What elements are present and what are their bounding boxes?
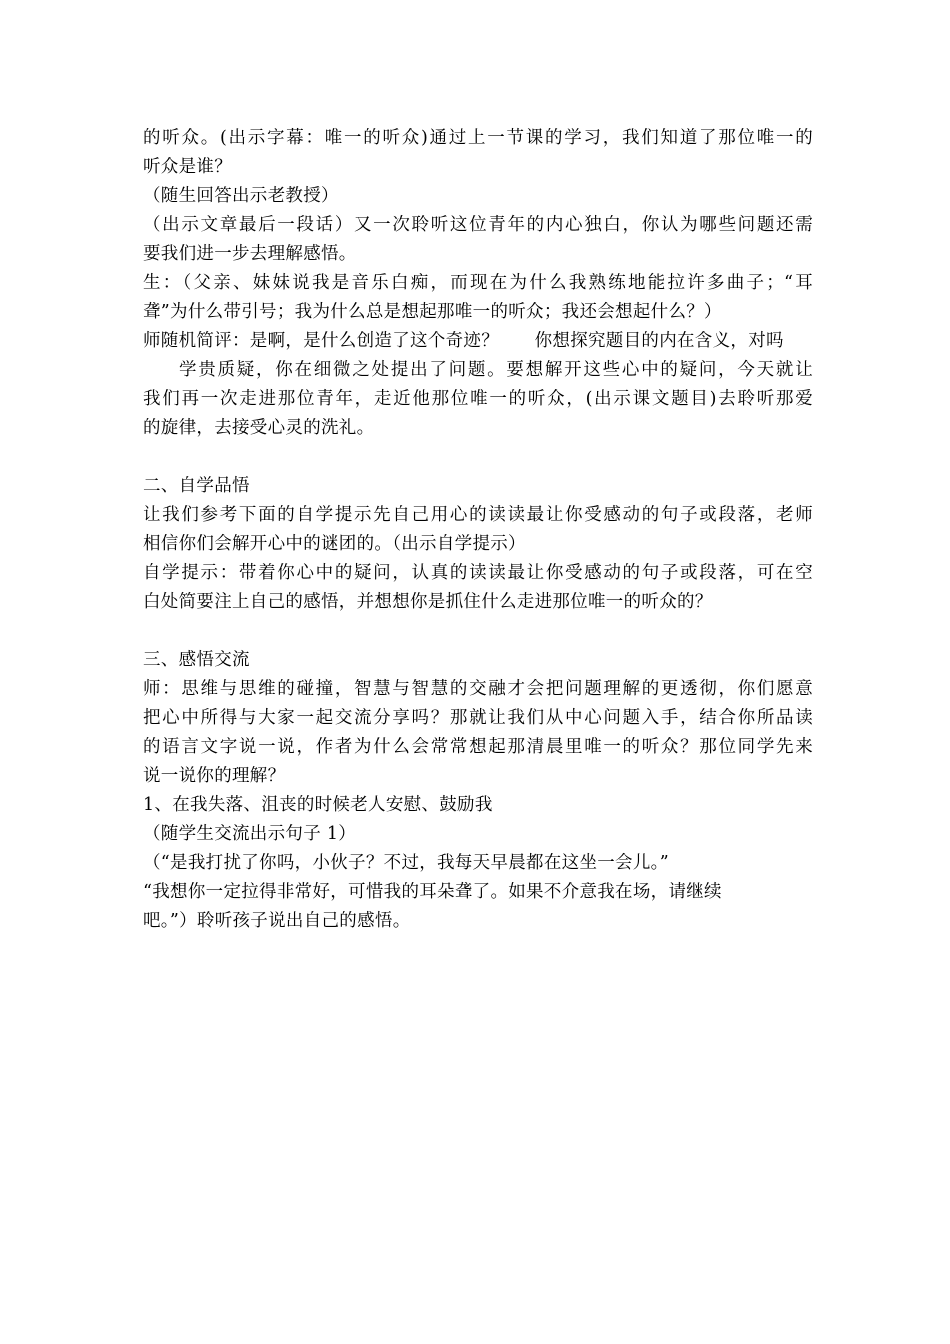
section-heading: 三、感悟交流 [143,650,250,670]
intro-paragraphs [143,124,813,443]
text-line: 听众是谁？ [143,157,232,177]
text-line: 师：思维与思维的碰撞，智慧与智慧的交融才会把问题理解的更透彻，你们愿意 [143,679,813,699]
text-line: 相信你们会解开心中的谜团的。（出示自学提示） [143,534,526,554]
text-line: （出示文章最后一段话）又一次聆听这位青年的内心独白，你认为哪些问题还需 [143,215,813,235]
paragraph-gap [143,443,813,472]
text-line: 的语言文字说一说，作者为什么会常常想起那清晨里唯一的听众？那位同学先来 [143,737,813,757]
text-line: 让我们参考下面的自学提示先自己用心的读读最让你受感动的句子或段落，老师 [143,505,813,525]
text-line: 1、在我失落、沮丧的时候老人安慰、鼓励我 [143,795,493,815]
text-line: 白处简要注上自己的感悟，并想想你是抓住什么走进那位唯一的听众的？ [143,592,713,612]
text-line: 要我们进一步去理解感悟。 [143,244,357,264]
text-line: （随学生交流出示句子 1） [143,824,357,844]
section-exchange [143,646,813,936]
text-line: 把心中所得与大家一起交流分享吗？那就让我们从中心问题入手，结合你所品读 [143,708,813,728]
paragraph-gap [143,617,813,646]
text-line: 的旋律，去接受心灵的洗礼。 [143,418,375,438]
text-line: 自学提示：带着你心中的疑问，认真的读读最让你受感动的句子或段落，可在空 [143,563,813,583]
text-line: 学贵质疑，你在细微之处提出了问题。要想解开这些心中的疑问，今天就让 [179,360,813,380]
section-heading: 二、自学品悟 [143,476,250,496]
text-line: （随生回答出示老教授） [143,186,339,206]
text-line: （“是我打扰了你吗，小伙子？不过，我每天早晨都在这坐一会儿。” [143,853,669,873]
section-self-study [143,472,813,617]
document-page [143,124,813,936]
text-line: 说一说你的理解？ [143,766,286,786]
text-line: 师随机简评：是啊，是什么创造了这个奇迹？ 你想探究题目的内在含义，对吗 [143,331,784,351]
text-line: 生：（父亲、妹妹说我是音乐白痴，而现在为什么我熟练地能拉许多曲子；“耳 [143,273,813,293]
text-line: 的听众。(出示字幕：唯一的听众)通过上一节课的学习，我们知道了那位唯一的 [143,128,813,148]
text-line: 聋”为什么带引号；我为什么总是想起那唯一的听众；我还会想起什么？） [143,302,722,322]
text-line: 吧。”）聆听孩子说出自己的感悟。 [143,911,411,931]
text-line: 我们再一次走进那位青年，走近他那位唯一的听众，(出示课文题目)去聆听那爱 [143,389,813,409]
text-line: “我想你一定拉得非常好，可惜我的耳朵聋了。如果不介意我在场，请继续 [143,882,722,902]
